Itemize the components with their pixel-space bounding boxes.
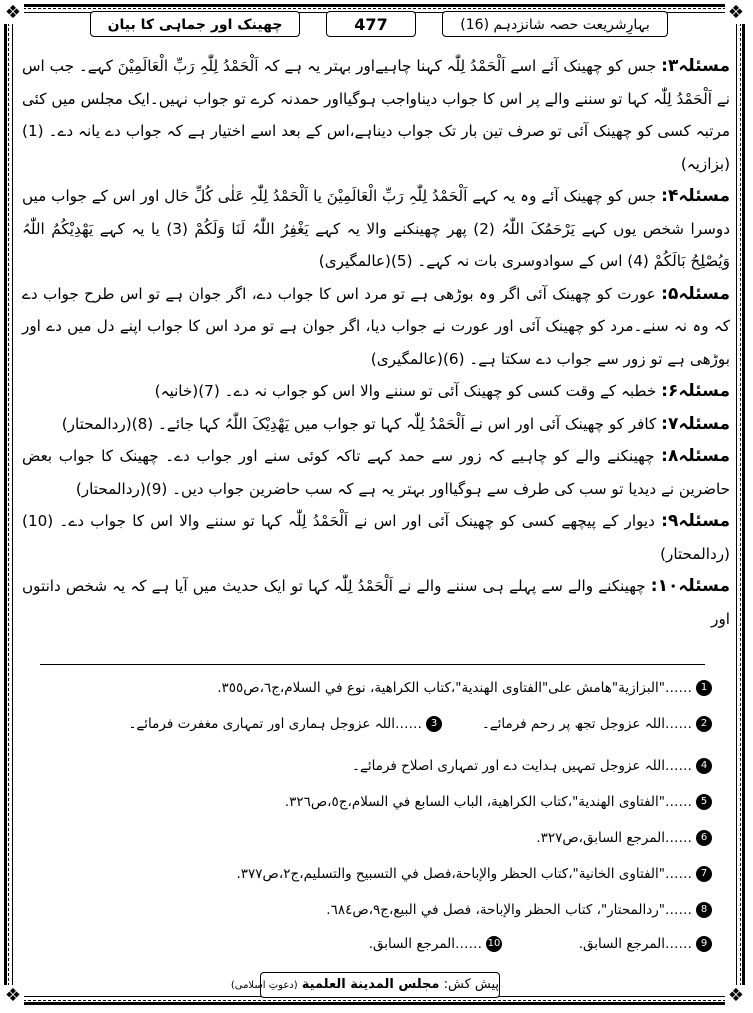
masla-label: مسئلہ۵:	[661, 283, 731, 304]
book-title: بہارِشریعت حصہ شانزدہم (16)	[442, 11, 668, 37]
footnote-number: 7	[696, 866, 712, 882]
footnote	[536, 824, 712, 852]
footer-org: (دعوتِ اسلامی)	[230, 980, 298, 991]
footnote-number: 1	[696, 680, 712, 696]
masla-7	[22, 408, 730, 441]
footnote-text: ……المرجع السابق،ص٣٢٧.	[536, 830, 692, 846]
footnote	[352, 752, 712, 780]
masla-label: مسئلہ۶:	[661, 381, 730, 401]
footnote-number: 6	[696, 830, 712, 846]
masla-text: دیوار کے پیچھے کسی کو چھینک آئی اور اس نے اَلْحَمْدُ لِلّٰہ کہا تو سننے والا اس کا جواب دے۔	[59, 512, 655, 530]
footnote-number: 5	[696, 794, 712, 810]
masla-text: خطبہ کے وقت کسی کو چھینک آئی تو سننے والا اس کو جواب نہ دے۔	[224, 382, 657, 400]
masla-ref: (1)(بزازیہ)	[22, 122, 730, 173]
masla-label: مسئلہ۹:	[661, 511, 731, 531]
page-header	[90, 8, 670, 42]
footnote	[217, 674, 712, 702]
masla-8	[22, 440, 730, 505]
footnote-number: 9	[696, 936, 712, 952]
masla-6	[22, 375, 730, 408]
corner-ornament-icon: ❖	[725, 985, 747, 1007]
footnote-number: 3	[426, 716, 442, 732]
footnote-text: ……اللہ عزوجل تمہیں ہدایت دے اور تمہاری اصلاح فرمائے۔	[352, 758, 692, 774]
masla-label: مسئلہ۳:	[661, 56, 731, 76]
footnote	[482, 710, 712, 738]
footer-publisher: مجلس المدينة العلمية	[301, 977, 440, 992]
footnote-number: 4	[696, 758, 712, 774]
footnote-text: ……اللہ عزوجل تجھ پر رحم فرمائے۔	[481, 716, 692, 732]
main-text	[22, 50, 730, 662]
footnote-text: ……المرجع السابق.	[368, 936, 482, 952]
footnote	[236, 860, 712, 888]
footnote-number: 10	[486, 936, 502, 952]
masla-text: کافر کو چھینک آئی اور اس نے اَلْحَمْدُ لِلّٰہ کہا تو جواب میں یَھْدِیْکَ اللّٰہُ کہا جائے۔	[158, 414, 657, 433]
page-number: 477	[326, 11, 416, 37]
masla-3	[22, 50, 730, 180]
masla-text: عورت کو چھینک آئی اگر وہ بوڑھی ہے تو مرد اس کا جواب دے، اگر جوان ہے تو اس طرح جواب دے کہ وہ نہ سنے۔مرد کو چھینک آئی اور عورت نے جواب دیا، اگر جوان ہے تو مرد اس کا جواب اپنے دل میں دے اور بوڑھی ہے تو زور سے جواب دے سکتا ہے۔	[22, 284, 730, 368]
corner-ornament-icon: ❖	[2, 985, 24, 1007]
masla-4	[22, 180, 730, 278]
footnote	[128, 710, 442, 738]
masla-10	[22, 570, 730, 635]
footnote-text: ……"البزازية"هامش على"الفتاوى الهندية"،كتاب الكراهية، نوع في السلام،ج٦،ص٣٥٥.	[217, 680, 692, 696]
masla-label: مسئلہ۴:	[661, 186, 731, 206]
masla-label: مسئلہ۷:	[661, 413, 730, 434]
corner-ornament-icon: ❖	[725, 2, 747, 24]
footnote-number: 2	[696, 716, 712, 732]
masla-5	[22, 278, 730, 376]
chapter-title: چھینک اور جماہی کا بیان	[90, 11, 300, 37]
footer-presenter: پیش کش:	[443, 977, 499, 992]
masla-text: جس کو چھینک آئے اسے اَلْحَمْدُ لِلّٰہ کہنا چاہیےاور بہتر یہ ہے کہ اَلْحَمْدُ لِلّٰہِ رَبِّ الْعَالَمِیْنَ کہے۔ جب اس نے اَلْحَمْدُ لِلّٰہ کہا تو سننے والے پر اس کا جواب دیناواجب ہوگیااور حمدنہ کرے تو جواب نہیں۔ایک مجلس میں کئی مرتبہ کسی کو چھینک آئی تو صرف تین بار تک جواب دیناہے،اس کے بعد اسے اختیار ہے کہ جواب دے یانہ دے۔	[22, 57, 731, 140]
footnote-text: ……اللہ عزوجل ہماری اور تمہاری مغفرت فرمائے۔	[128, 716, 422, 732]
footnote-text: ……"ردالمحتار"، كتاب الحظر والإباحة، فصل في البيع،ج٩،ص٦٨٤.	[326, 902, 692, 918]
masla-ref: (9)(ردالمحتار)	[75, 479, 168, 498]
masla-ref: (7)(خانیہ)	[154, 382, 220, 400]
footnote	[369, 930, 502, 958]
masla-text: چھینکنے والے سے پہلے ہی سننے والے نے اَلْحَمْدُ لِلّٰہ کہا تو ایک حدیث میں آیا ہے کہ یہ شخص دانتوں اور	[22, 577, 730, 628]
masla-ref: (5)(عالمگیری)	[318, 252, 413, 270]
corner-ornament-icon: ❖	[2, 2, 24, 24]
masla-ref: (8)(ردالمحتار)	[61, 414, 154, 433]
masla-label: مسئلہ۸:	[661, 446, 730, 466]
masla-ref: (10)(ردالمحتار)	[22, 512, 730, 563]
masla-text: جس کو چھینک آئے وہ یہ کہے اَلْحَمْدُ لِلّٰہِ رَبِّ الْعَالَمِیْنَ یا اَلْحَمْدُ لِلّٰہِ عَلٰی کُلِّ حَال اور اس کے جواب میں دوسرا شخص یوں کہے یَرْحَمُکَ اللّٰہُ (2) پھر چھینکنے والا یہ کہے یَغْفِرُ اللّٰہُ لَنَا وَلَکُمْ (3) یا یہ کہے یَھْدِیْکُمُ اللّٰہُ وَیُصْلِحُ بَالَکُمْ (4) اس کے سوادوسری بات نہ کہے۔	[22, 187, 730, 270]
footnote	[579, 930, 712, 958]
footnote-number: 8	[696, 902, 712, 918]
page-footer	[230, 972, 500, 998]
masla-9	[22, 505, 730, 570]
masla-ref: (6)(عالمگیری)	[370, 349, 465, 368]
footnote	[285, 788, 712, 816]
footnotes	[22, 674, 712, 954]
footnote	[326, 896, 712, 924]
footnote-divider	[40, 664, 705, 665]
footnote-text: ……"الفتاوى الخانية"،كتاب الحظر والإباحة،فصل في التسبيح والتسليم،ج٢،ص٣٧٧.	[236, 866, 692, 882]
footnote-text: ……"الفتاوى الهندية"،كتاب الكراهية، الباب السابع في السلام،ج٥،ص٣٢٦.	[284, 794, 692, 810]
masla-text: چھینکنے والے کو چاہیے کہ زور سے حمد کہے تاکہ کوئی سنے اور جواب دے۔ چھینک کا جواب بعض حاضرین نے دیدیا تو سب کی طرف سے ہوگیااور بہتر یہ ہے کہ سب حاضرین جواب دیں۔	[22, 447, 730, 498]
footnote-text: ……المرجع السابق.	[578, 936, 692, 952]
masla-label: مسئلہ۱۰:	[650, 576, 731, 596]
